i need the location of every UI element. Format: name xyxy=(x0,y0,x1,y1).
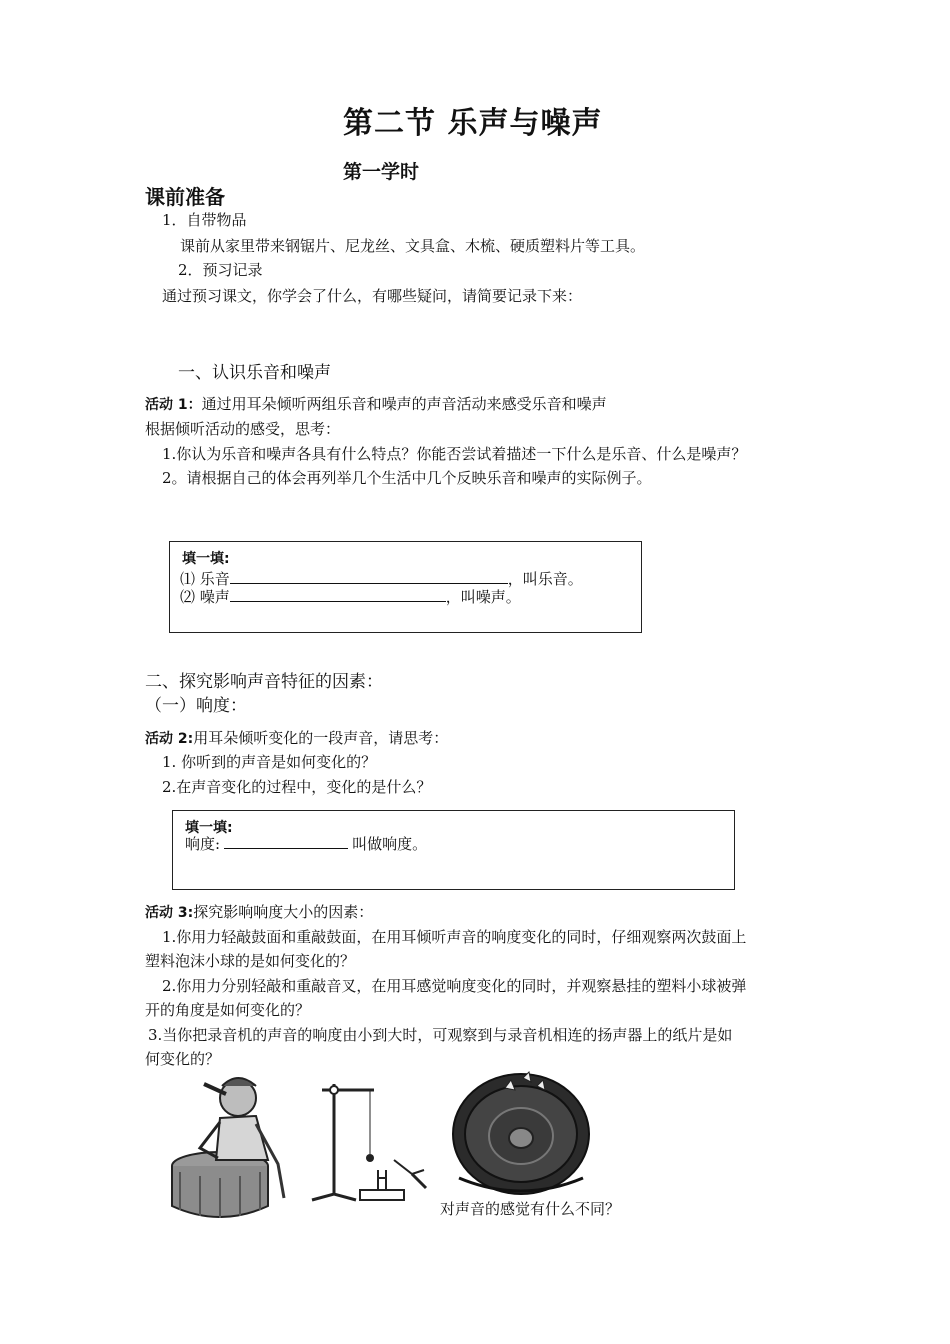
loudness-blank[interactable] xyxy=(224,834,348,849)
speaker-illustration xyxy=(445,1068,595,1200)
fill2-suffix: ，叫噪声。 xyxy=(445,588,521,606)
activity3-line xyxy=(145,901,373,922)
activity2-text: 用耳朵倾听变化的一段声音，请思考： xyxy=(193,729,449,747)
activity1-label: 活动 1： xyxy=(145,397,202,413)
prep-item2-text: 通过预习课文，你学会了什么，有哪些疑问，请简要记录下来： xyxy=(162,287,583,305)
fill-box-2-line xyxy=(185,833,427,854)
fill2-blank[interactable] xyxy=(230,587,446,602)
fill-box-2-title: 填一填: xyxy=(185,820,233,836)
activity3-text: 探究影响响度大小的因素： xyxy=(193,903,374,921)
section1-heading: 一、认识乐音和噪声 xyxy=(178,363,331,383)
activity2-label: 活动 2: xyxy=(145,731,194,747)
loudness-suffix: 叫做响度。 xyxy=(352,835,428,853)
prep-item1-label: 1．自带物品 xyxy=(162,211,247,229)
fill1-suffix: ，叫乐音。 xyxy=(507,570,583,588)
fill-box-1 xyxy=(169,541,642,633)
drum-illustration xyxy=(160,1068,290,1218)
fill1-blank[interactable] xyxy=(230,569,508,584)
activity1-line xyxy=(145,393,607,414)
prep-heading: 课前准备 xyxy=(145,185,225,209)
fill-box-1-title: 填一填: xyxy=(182,551,230,567)
section2-heading: 二、探究影响声音特征的因素： xyxy=(145,672,383,692)
fill-box-2 xyxy=(172,810,735,890)
activity2-question-2: 2.在声音变化的过程中，变化的是什么？ xyxy=(162,778,432,796)
activity3-label: 活动 3: xyxy=(145,905,194,921)
prep-item2-label: 2．预习记录 xyxy=(178,261,263,279)
loudness-prefix: 响度: xyxy=(185,835,221,853)
fill1-prefix: ⑴ 乐音 xyxy=(180,570,230,588)
fill2-prefix: ⑵ 噪声 xyxy=(180,588,230,606)
activity3-q2-line2: 开的角度是如何变化的？ xyxy=(145,1001,311,1019)
prep-item1-text: 课前从家里带来钢锯片、尼龙丝、文具盒、木梳、硬质塑料片等工具。 xyxy=(180,237,646,255)
section1-question-2: 2。请根据自己的体会再列举几个生活中几个反映乐音和噪声的实际例子。 xyxy=(162,469,652,487)
lesson-subtitle: 第一学时 xyxy=(343,161,420,183)
activity3-q3-line2: 何变化的？ xyxy=(145,1050,221,1068)
tuning-fork-illustration xyxy=(308,1078,438,1208)
figure-caption-text: 对声音的感觉有什么不同？ xyxy=(440,1200,621,1218)
activity1-prompt: 根据倾听活动的感受，思考： xyxy=(145,420,341,438)
section2-subheading: （一）响度： xyxy=(145,696,247,716)
activity2-question-1: 1. 你听到的声音是如何变化的？ xyxy=(162,753,377,771)
section1-question-1: 1.你认为乐音和噪声各具有什么特点？你能否尝试着描述一下什么是乐音、什么是噪声？ xyxy=(162,445,747,463)
activity3-q1-line1: 1.你用力轻敲鼓面和重敲鼓面，在用耳倾听声音的响度变化的同时，仔细观察两次鼓面上 xyxy=(162,928,747,946)
activity2-line xyxy=(145,727,448,748)
activity1-text: 通过用耳朵倾听两组乐音和噪声的声音活动来感受乐音和噪声 xyxy=(201,395,607,413)
page-title: 第二节 乐声与噪声 xyxy=(343,106,603,141)
fill-box-1-line2 xyxy=(180,586,521,607)
activity3-q3-line1: 3.当你把录音机的声音的响度由小到大时，可观察到与录音机相连的扬声器上的纸片是如 xyxy=(148,1026,733,1044)
activity3-q1-line2: 塑料泡沫小球的是如何变化的？ xyxy=(145,952,356,970)
activity3-q2-line1: 2.你用力分别轻敲和重敲音叉，在用耳感觉响度变化的同时，并观察悬挂的塑料小球被弹 xyxy=(162,977,747,995)
